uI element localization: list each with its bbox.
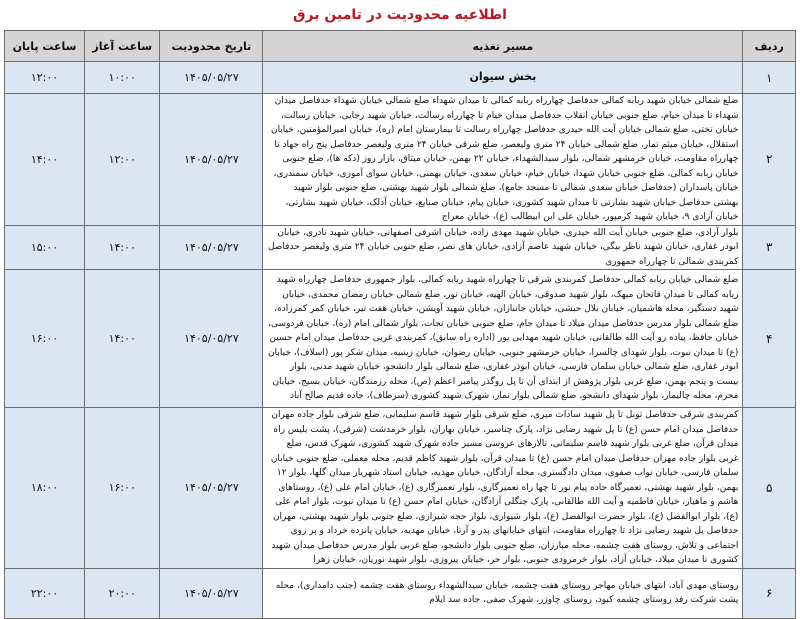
route-cell: ضلع شمالی خیابان شهید ربابه کمالی حدفاصل چهارراه ربابه کمالی تا میدان شهداء ضلع شمالی خیابان شهداء حدفاصل میدان شهداء تا میدان خیام، ضلع جنوبی خیابان انقلاب حدفاصل میدان خیام تا چهارراه رسالت، خیابان شهید رجایی، خیابان رسالت، خیابان تختی، ضلع شمالی خیابان آیت الله حیدری حدفاصل چهارراه رسالت تا بیمارستان امام (ره)، خیابان امیرالمؤمنین، خیابان استقلال، خیابان میثم تمار، ضلع شمالی خیابان ۲۴ متری ولیعصر، ضلع شرقی خیابان ۲۴ متری ولیعصر حدفاصل پنج راه جهاد تا چهارراه مقاومت، خیابان خرمشهر شمالی، بلوار سیدالشهداء، خیابان ۲۲ بهمن، خیابان میثاق، بازار روز (دکه ها)، ضلع جنوبی خیابان ربابه کمالی، ضلع جنوبی خیابان شهدا، خیابان خیام، خیابان سعدی، خیابان بهمنی، خیابان سوای آموزی، خیابان سمندری، خیابان پاسداران (حدفاصل خیابان سعدی شمالی تا مسجد جامع)، ضلع شمالی بلوار شهید بهشتی، ضلع جنوبی بلوار شهید بهشتی حدفاصل خیابان شهید بشارتی تا میدان شهید کشوری، خیابان پیام، خیابان صنایع، خیابان آذلک، خیابان شهید بشارتی، خیابان آزادی ۹، خیابان شهید کرمپور، خیابان علی ابن ابیطالب (ع)، خیابان معراج [263, 94, 743, 226]
date-cell: ۱۴۰۵/۰۵/۲۷ [160, 568, 263, 618]
table-row [5, 225, 796, 270]
header-date: تاریخ محدودیت [160, 31, 263, 62]
date-cell: ۱۴۰۵/۰۵/۲۷ [160, 270, 263, 408]
table-header-row [5, 31, 796, 62]
date-cell: ۱۴۰۵/۰۵/۲۷ [160, 94, 263, 226]
route-cell: کمربندی شرقی حدفاصل تونل تا پل شهید سادات میری، ضلع شرقی بلوار شهید قاسم سلیمانی، ضلع شرقی بلوار جاده مهران حدفاصل میدان امام حسن (ع) تا پل شهید رضایی نژاد، پارک چناسیر، خیابان بهاران، بلوار خرمدشت (شرقی)، پشت بلیس راه میدان قرآن، ضلع غربی بلوار شهید قاسم سلیمانی، تالارهای عروسی مسیر جاده شهرک شهید کشوری، شهرک قدس، ضلع غربی بلوار جاده مهران حدفاصل میدان امام حسن (ع) تا میدان قرآن، بلوار شهید کاظم قدیم، محله معملی، ضلع جنوبی خیابان سلمان فارسی، خیابان نواب صفوی، میدان دادگستری، محله آزادگان، خیابان مهدیه، خیابان استاد شهریار میدان گلها، بلوار ۱۲ بهمن، بلوار شهید بهشتی، تعمیرگاه جاده پیام نور تا چها راه تعمیرگاری، بلوار تعمیرگاری (ع)، خیابان امام علی (ع)، روستاهای هاشم و ماهیار، خیابان فاطمیه و آیت الله طالقانی، پارک جنگلی آزادگان، خیابان امام حسن (ع) تا میدان نبوت، بلوار امام علی (ع)، بلوار ابوالفضل (ع)، بلوار حضرت ابوالفضل (ع)، بلوار شیواری، بلوار حجه شیرازی، ضلع جنوبی بلوار شهید بهشتی، مهران حدفاصل پل شهید رضایی نژاد تا چهارراه مقاومت، انتهای خیابانهای پدر و آرتا، خیابان مهدیه، خیابان پانزده خرداد و پر روی اجتماعی و تلاش، روستای هفت چشمه، محله مبارزان، ضلع جنوبی بلوار دانشجو، ضلع غربی بلوار مدرس حدفاصل میدان شهید کشوری تا میدان میلاد، خیابان آزاد، بلوار خرمرودی جنوبی، بلوار حر، خیابان پیروزی، بلوار شهید نوریان، خیابان زهرا [263, 408, 743, 569]
start-time-cell: ۱۶:۰۰ [85, 408, 160, 569]
end-time-cell: ۲۲:۰۰ [5, 568, 85, 618]
row-number: ۳ [743, 225, 796, 270]
date-cell: ۱۴۰۵/۰۵/۲۷ [160, 62, 263, 94]
start-time-cell: ۱۲:۰۰ [85, 94, 160, 226]
end-time-cell: ۱۶:۰۰ [5, 270, 85, 408]
start-time-cell: ۲۰:۰۰ [85, 568, 160, 618]
page-title: اطلاعیه محدودیت در تامین برق [293, 7, 507, 23]
start-time-cell: ۱۰:۰۰ [85, 62, 160, 94]
header-start-time: ساعت آغاز [85, 31, 160, 62]
start-time-cell: ۱۴:۰۰ [85, 225, 160, 270]
row-number: ۲ [743, 94, 796, 226]
end-time-cell: ۱۲:۰۰ [5, 62, 85, 94]
row-number: ۱ [743, 62, 796, 94]
table-row [5, 568, 796, 618]
date-cell: ۱۴۰۵/۰۵/۲۷ [160, 408, 263, 569]
route-cell: بلوار آزادی، ضلع جنوبی خیابان آیت الله حیدری، خیابان شهید مهدی زاده، خیابان اشرفی اصفهانی، خیابان شهید نادری، خیابان ابوذر غفاری، خیابان شهید ناظر بیگی، خیابان شهید عاصم آزادی، خیابان های نصر، ضلع جنوبی خیابان ۲۴ متری ولیعصر حدفاصل کمربندی شمالی تا چهارراه جمهوری [263, 225, 743, 270]
end-time-cell: ۱۴:۰۰ [5, 94, 85, 226]
table-row [5, 62, 796, 94]
row-number: ۶ [743, 568, 796, 618]
start-time-cell: ۱۴:۰۰ [85, 270, 160, 408]
outage-schedule-table [4, 30, 796, 619]
table-row [5, 94, 796, 226]
end-time-cell: ۱۵:۰۰ [5, 225, 85, 270]
row-number: ۴ [743, 270, 796, 408]
header-row-number: ردیف [743, 31, 796, 62]
row-number: ۵ [743, 408, 796, 569]
header-route: مسیر تغذیه [263, 31, 743, 62]
route-cell: روستای مهدی آباد، انتهای خیابان مهاجر روستای هفت چشمه، خیابان سیدالشهداء روستای هفت چشمه (جنب دامداری)، محله پشت شرکت رفد روستای چشمه کبود، روستای چاوزر، شهرک صفی، جاده سد ایلام [263, 568, 743, 618]
route-cell: بخش سیوان [263, 62, 743, 94]
header-end-time: ساعت پایان [5, 31, 85, 62]
table-row [5, 270, 796, 408]
table-row [5, 408, 796, 569]
date-cell: ۱۴۰۵/۰۵/۲۷ [160, 225, 263, 270]
end-time-cell: ۱۸:۰۰ [5, 408, 85, 569]
route-cell: ضلع شمالی خیابان ربابه کمالی حدفاصل کمربندی شرقی تا چهارراه شهید ربابه کمالی، بلوار جمهوری حدفاصل چهارراه شهید ربابه کمالی تا میدان فاتحان میهک، بلوار شهید صدوقی، خیابان الهیه، خیابان نور، ضلع شمالی خیابان رمضان محمدی، خیابان شهید دستگیر، محله هاشمیان، خیابان بلال حبشی، خیابان جانبازان، خیابان شهید آویشن، خیابان هفت تیر، خیابان کمر کمرزاده، ضلع شمالی بلوار مدرس حدفاصل میدان میلاد تا میدان جام، ضلع جنوبی خیابان نجات، بلوار شمالی امام (ره)، خیابان فردوسی، خیابان حافظ، پیاده رو آیت الله طالقانی، خیابان شهید مهدایی پور (اداره راه سابق)، کمربندی غربی حدفاصل میدان امام حسین (ع) تا میدان نبوت، بلوار شهدای چالسرا، خیابان خرمشهر جنوبی، خیابان رضوان، خیابان زینبیه، میدان شکر پور (اسلاف)، خیابان ابوذر غفاری، ضلع شمالی خیابان سلمان فارسی، خیابان ابوذر غفاری، ضلع شمالی بلوار دانشجو، خیابان شهید مدنی، بلوار بیست و پنجم بهمن، ضلع غربی بلوار پژوهش از ابتدای آن تا پل روگذر پیامبر اعظم (ص)، محله رزمندگان، خیابان بسیج، خیابان محرم، محله چالیمار، بلوار شهدای دانشجو، ضلع شمالی بلوار نماز، شهرک شهید کشوری (سرطاف)، جاده قدیم صالح آباد [263, 270, 743, 408]
